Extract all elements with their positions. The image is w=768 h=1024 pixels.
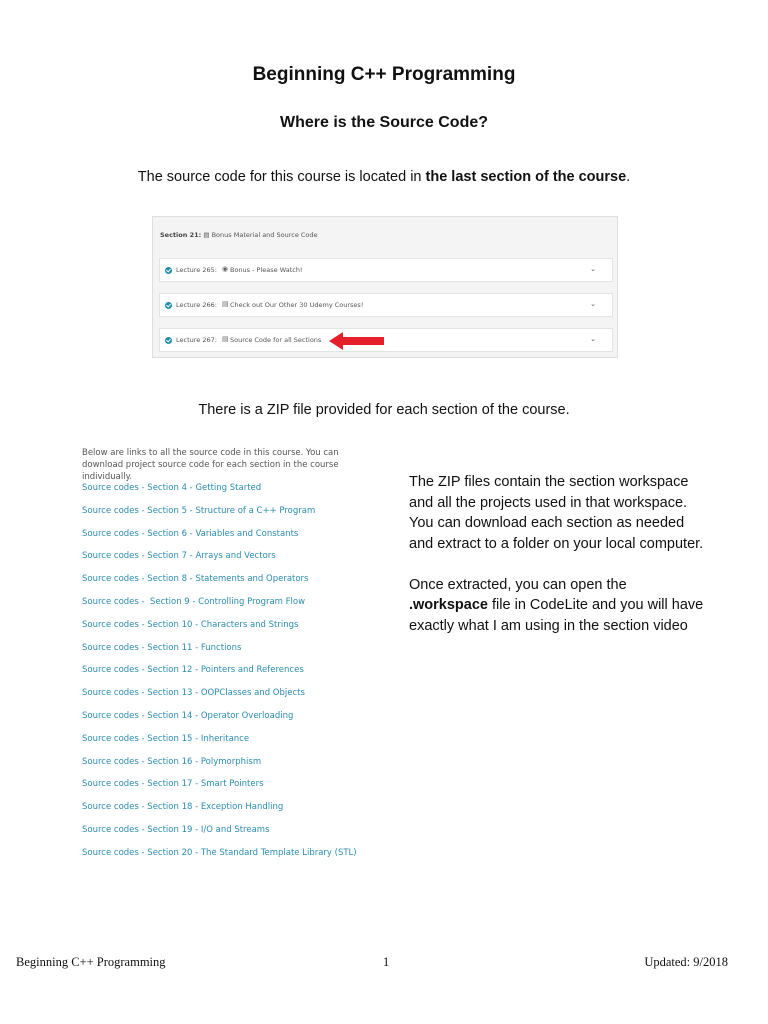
source-link-section-5[interactable]: Source codes - Section 5 - Structure of a C++ Program [82,505,316,516]
document-subtitle: Where is the Source Code? [279,114,489,131]
section-title: Bonus Material and Source Code [211,231,318,239]
intro-suffix: . [626,169,631,185]
source-link-section-17[interactable]: Source codes - Section 17 - Smart Pointers [82,779,264,790]
workspace-paragraph [409,575,709,637]
footer-updated: Updated: 9/2018 [644,955,728,969]
check-circle-icon [165,267,172,274]
intro-bold: the last section of the course [425,169,627,185]
lecture-row[interactable] [159,258,613,282]
section-header [160,231,318,239]
source-link-section-11[interactable]: Source codes - Section 11 - Functions [82,642,242,653]
source-link-section-12[interactable]: Source codes - Section 12 - Pointers and References [82,665,304,676]
source-link-section-15[interactable]: Source codes - Section 15 - Inheritance [82,733,250,744]
play-circle-icon: ◉ [222,265,229,273]
intro-text [0,169,768,185]
document-title: Beginning C++ Programming [252,64,516,85]
lecture-title: Check out Our Other 30 Udemy Courses! [230,301,364,309]
source-link-section-6[interactable]: Source codes - Section 6 - Variables and Constants [82,528,299,539]
source-link-section-9[interactable]: Source codes - Section 9 - Controlling Program Flow [82,597,306,607]
footer-page-number: 1 [383,955,390,969]
document-icon: ▤ [222,335,229,343]
source-link-section-10[interactable]: Source codes - Section 10 - Characters and Strings [82,619,299,630]
source-link-section-7[interactable]: Source codes - Section 7 - Arrays and Vectors [82,551,276,562]
source-link-section-4[interactable]: Source codes - Section 4 - Getting Started [82,483,262,493]
course-curriculum-screenshot [152,216,618,358]
footer-left: Beginning C++ Programming [16,955,166,969]
source-link-section-8[interactable]: Source codes - Section 8 - Statements and Operators [82,574,309,585]
document-icon: ▤ [203,231,210,239]
source-link-section-20[interactable]: Source codes - Section 20 - The Standard Template Library (STL) [82,847,357,858]
lecture-row[interactable] [159,328,613,352]
workspace-suffix: file in CodeLite and you will have exactly what I am using in the section video [409,597,704,634]
section-label: Section 21: [160,231,202,239]
intro-prefix: The source code for this course is located in [137,169,426,185]
check-circle-icon [165,337,172,344]
source-link-section-18[interactable]: Source codes - Section 18 - Exception Handling [82,802,284,813]
chevron-down-icon[interactable]: ⌄ [590,335,596,343]
lecture-number: Lecture 267: [176,336,217,344]
zip-file-note: There is a ZIP file provided for each section of the course. [198,402,570,418]
lecture-title: Source Code for all Sections [230,336,322,344]
lecture-row[interactable] [159,293,613,317]
zip-instructions [409,472,709,636]
source-link-section-14[interactable]: Source codes - Section 14 - Operator Overloading [82,711,294,721]
source-link-section-16[interactable]: Source codes - Section 16 - Polymorphism [82,756,262,767]
document-icon: ▤ [222,300,229,308]
lecture-title: Bonus - Please Watch! [230,266,303,274]
chevron-down-icon[interactable]: ⌄ [590,265,596,273]
lecture-number: Lecture 265: [176,266,217,274]
workspace-prefix: Once extracted, you can open the [409,576,627,593]
lecture-number: Lecture 266: [176,301,217,309]
workspace-extension: .workspace [409,597,488,613]
zip-contents-paragraph: The ZIP files contain the section workspace and all the projects used in that workspace. You can download each section as needed and extract to a folder on your local computer. [409,474,704,552]
source-link-section-19[interactable]: Source codes - Section 19 - I/O and Streams [82,825,270,835]
chevron-down-icon[interactable]: ⌄ [590,300,596,308]
red-arrow-icon [329,331,385,351]
check-circle-icon [165,302,172,309]
links-intro: Below are links to all the source code in this course. You can download project source code for each section in the course individually. [82,448,339,482]
source-link-section-13[interactable]: Source codes - Section 13 - OOPClasses and Objects [82,688,305,699]
